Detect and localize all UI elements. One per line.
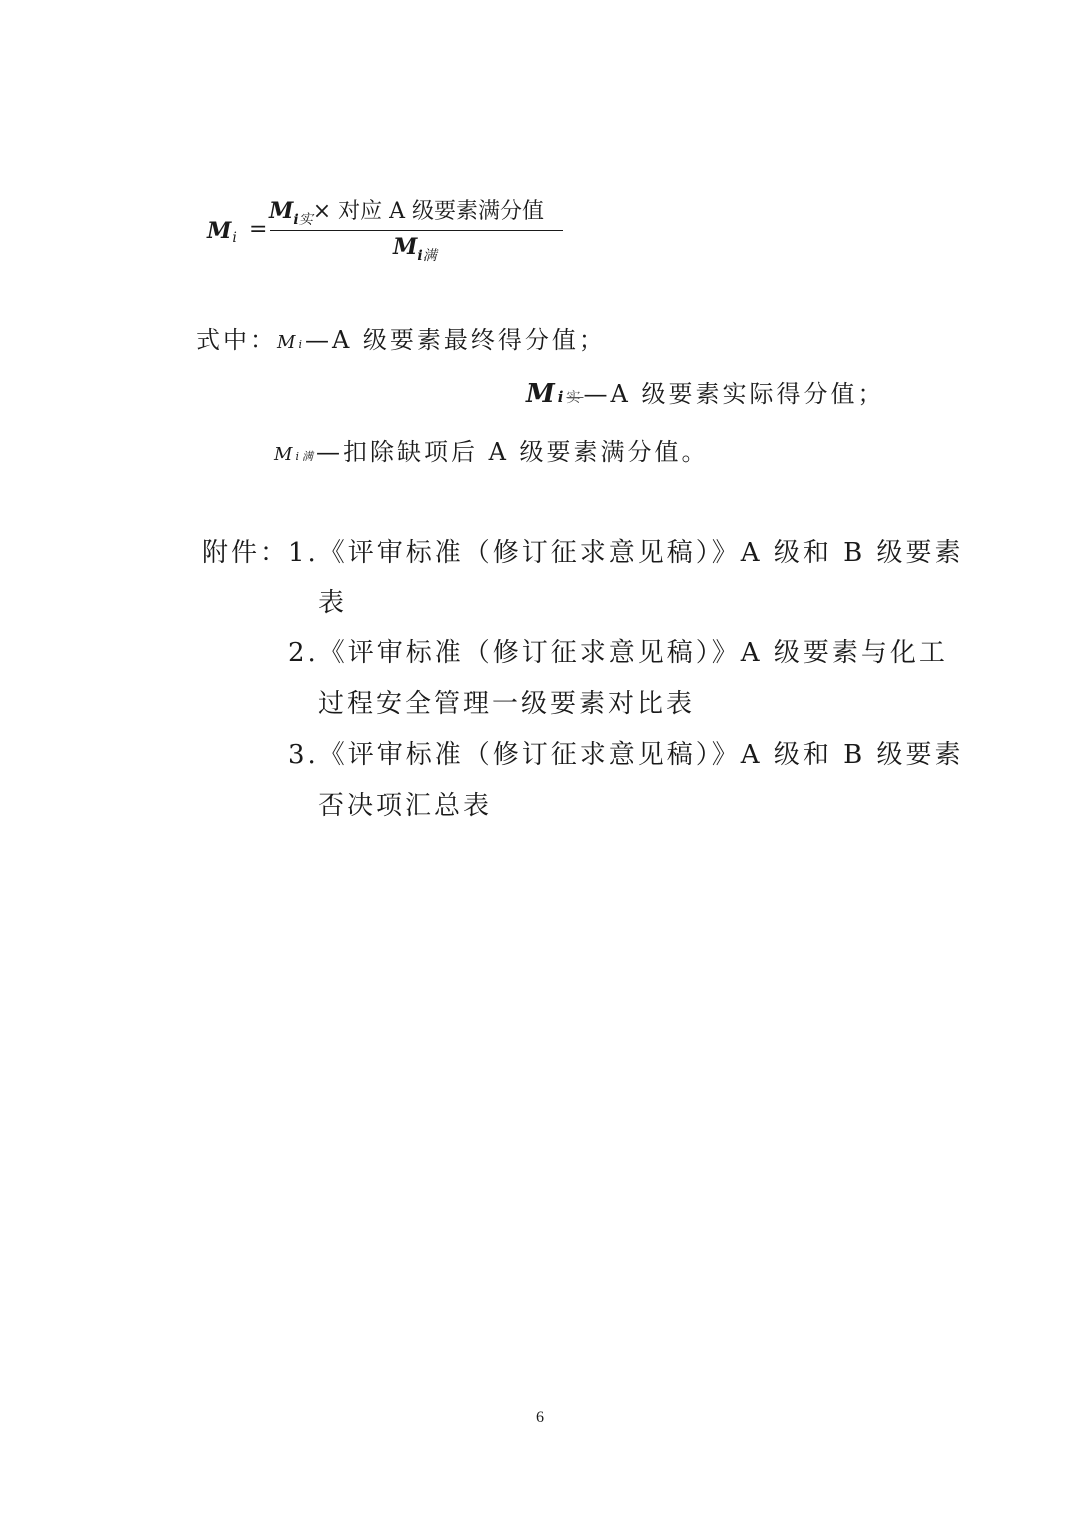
attachment-item-3-cont: 否决项汇总表 [318, 791, 493, 821]
formula-denominator: $M_{i满}$ [393, 234, 437, 264]
attachment-item-2-cont: 过程安全管理一级要素对比表 [318, 689, 696, 719]
attachment-item-3: 3.《评审标准（修订征求意见稿）》A 级和 B 级要素 [288, 740, 964, 770]
where-line-full-score: Mi满—扣除缺项后 A 级要素满分值。 [274, 438, 709, 466]
page-number: 6 [536, 1409, 544, 1426]
score-formula [205, 190, 565, 270]
formula-equals: = [249, 217, 268, 242]
formula-lhs: $M_i$ [207, 218, 238, 246]
attachment-item-1-cont: 表 [318, 588, 348, 618]
attachment-item-2: 2.《评审标准（修订征求意见稿）》A 级要素与化工 [288, 638, 948, 668]
where-line-actual-score: Mi实—A 级要素实际得分值； [526, 379, 885, 409]
attachments-label: 附件： [202, 538, 290, 568]
fraction-bar [270, 230, 563, 231]
attachment-item-1: 1.《评审标准（修订征求意见稿）》A 级和 B 级要素 [288, 538, 964, 568]
where-line-final-score: 式中：Mi—A 级要素最终得分值； [196, 326, 606, 354]
formula-numerator: $M_{i实}\times$ 对应 A 级要素满分值 [269, 198, 544, 228]
